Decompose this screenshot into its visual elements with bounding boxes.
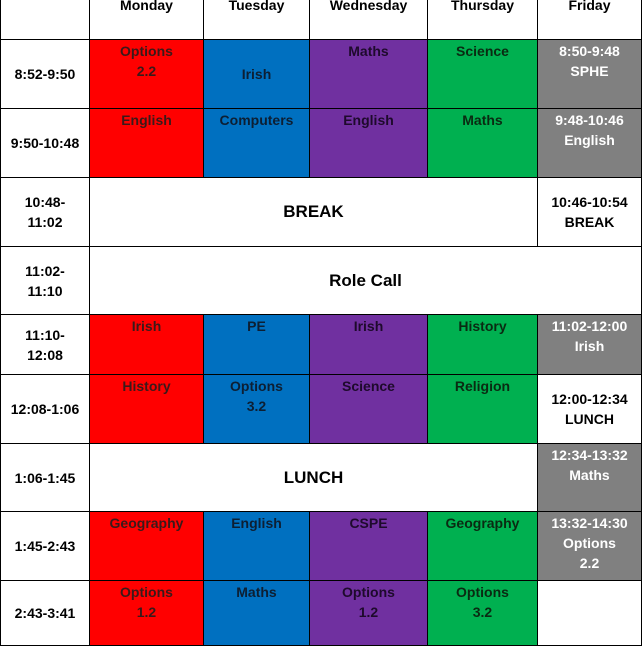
lesson-cell: Maths <box>428 109 538 178</box>
banner-cell: Role Call <box>90 247 642 315</box>
lesson-cell: Options 3.2 <box>428 581 538 646</box>
lesson-cell: 11:02-12:00 Irish <box>538 315 642 375</box>
lesson-cell: English <box>204 512 310 581</box>
period-time: 10:48- 11:02 <box>0 178 90 247</box>
period-time: 8:52-9:50 <box>0 40 90 109</box>
lesson-cell: Computers <box>204 109 310 178</box>
lesson-cell: History <box>90 375 204 444</box>
lesson-cell: Geography <box>428 512 538 581</box>
lesson-cell: CSPE <box>310 512 428 581</box>
lesson-cell: Options 1.2 <box>90 581 204 646</box>
day-header-monday: Monday <box>90 0 204 40</box>
lesson-cell: Maths <box>204 581 310 646</box>
lesson-cell: Irish <box>204 40 310 109</box>
lesson-cell: 12:00-12:34 LUNCH <box>538 375 642 444</box>
lesson-cell: Options 2.2 <box>90 40 204 109</box>
lesson-cell: Science <box>428 40 538 109</box>
header-corner <box>0 0 90 40</box>
lesson-cell <box>538 581 642 646</box>
lesson-cell: Irish <box>90 315 204 375</box>
lesson-cell: English <box>310 109 428 178</box>
day-header-tuesday: Tuesday <box>204 0 310 40</box>
lesson-cell: History <box>428 315 538 375</box>
lesson-cell: Geography <box>90 512 204 581</box>
friday-cell: 10:46-10:54 BREAK <box>538 178 642 247</box>
lesson-cell: 8:50-9:48 SPHE <box>538 40 642 109</box>
banner-cell: BREAK <box>90 178 538 247</box>
day-header-wednesday: Wednesday <box>310 0 428 40</box>
friday-cell: 12:34-13:32 Maths <box>538 444 642 512</box>
lesson-cell: PE <box>204 315 310 375</box>
lesson-cell: Options 1.2 <box>310 581 428 646</box>
period-time: 12:08-1:06 <box>0 375 90 444</box>
banner-cell: LUNCH <box>90 444 538 512</box>
lesson-cell: English <box>90 109 204 178</box>
day-header-friday: Friday <box>538 0 642 40</box>
period-time: 11:02- 11:10 <box>0 247 90 315</box>
lesson-cell: Religion <box>428 375 538 444</box>
lesson-cell: Science <box>310 375 428 444</box>
lesson-cell: Irish <box>310 315 428 375</box>
period-time: 1:06-1:45 <box>0 444 90 512</box>
lesson-cell: Options 3.2 <box>204 375 310 444</box>
period-time: 9:50-10:48 <box>0 109 90 178</box>
period-time: 2:43-3:41 <box>0 581 90 646</box>
day-header-thursday: Thursday <box>428 0 538 40</box>
period-time: 1:45-2:43 <box>0 512 90 581</box>
lesson-cell: 9:48-10:46 English <box>538 109 642 178</box>
lesson-cell: 13:32-14:30 Options 2.2 <box>538 512 642 581</box>
lesson-cell: Maths <box>310 40 428 109</box>
period-time: 11:10- 12:08 <box>0 315 90 375</box>
